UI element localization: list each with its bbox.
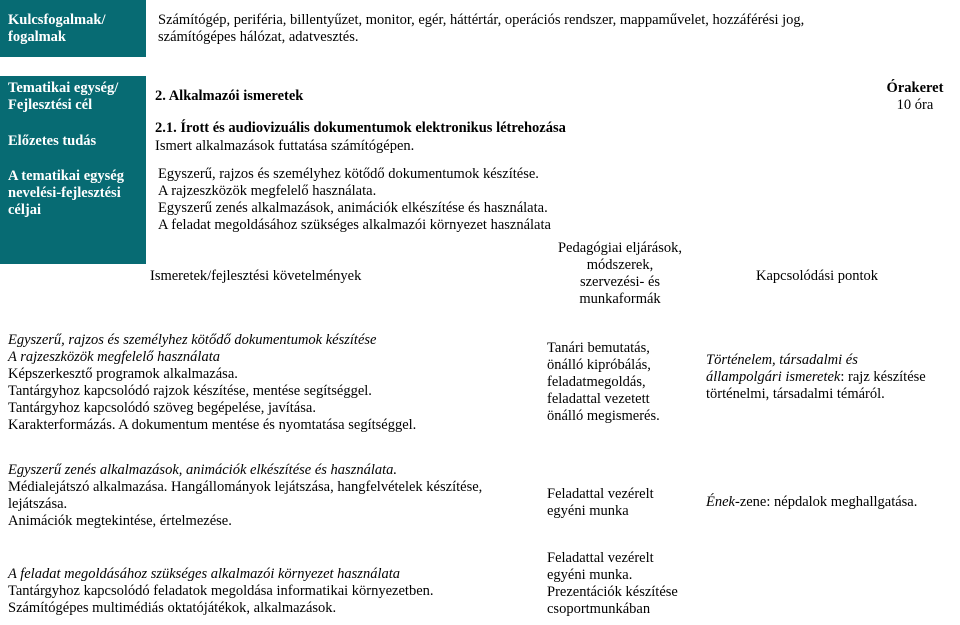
method-item: önálló megismerés. — [547, 408, 660, 424]
method-item: feladattal vezetett — [547, 391, 650, 407]
row-1-links — [706, 352, 926, 403]
knowledge-item: Tantárgyhoz kapcsolódó szöveg begépelése, javítása. — [8, 400, 316, 416]
knowledge-item: Tantárgyhoz kapcsolódó feladatok megoldása informatikai környezetben. — [8, 583, 434, 599]
method-item: csoportmunkában — [547, 601, 651, 617]
link-subject: Történelem, társadalmi és — [706, 352, 858, 368]
knowledge-item: Tantárgyhoz kapcsolódó rajzok készítése, mentése segítséggel. — [8, 383, 372, 399]
method-item: önálló kipróbálás, — [547, 357, 651, 373]
unit-subtitle: 2.1. Írott és audiovizuális dokumentumok elektronikus létrehozása — [155, 120, 566, 136]
col-header-links: Kapcsolódási pontok — [756, 268, 879, 284]
row-1-methods — [547, 340, 660, 425]
methods-header-1: Pedagógiai eljárások, — [557, 240, 682, 256]
hours-box — [872, 80, 958, 114]
link-text: zene: népdalok meghallgatása. — [739, 494, 918, 510]
goal-item: Egyszerű, rajzos és személyhez kötődő dokumentumok készítése. — [158, 166, 539, 182]
method-item: egyéni munka — [547, 503, 629, 519]
key-concepts-header — [0, 0, 146, 57]
link-subject: Ének- — [706, 494, 740, 510]
goal-item: A feladat megoldásához szükséges alkalmazói környezet használata — [158, 217, 551, 233]
hours-label: Órakeret — [886, 80, 944, 96]
prior-knowledge-label: Előzetes tudás — [8, 133, 97, 149]
link-subject: állampolgári ismeretek — [706, 369, 841, 385]
knowledge-item: Médialejátszó alkalmazása. Hangállományok lejátszása, hangfelvételek készítése, — [8, 479, 483, 495]
knowledge-item: lejátszása. — [8, 496, 68, 512]
key-concepts-label-1: Kulcsfogalmak/ — [8, 12, 106, 28]
unit-label-2: Fejlesztési cél — [8, 97, 93, 113]
prior-knowledge-text: Ismert alkalmazások futtatása számítógépen. — [155, 138, 415, 154]
knowledge-topic: Egyszerű zenés alkalmazások, animációk elkészítése és használata. — [8, 462, 398, 478]
knowledge-item: Karakterformázás. A dokumentum mentése és nyomtatása segítséggel. — [8, 417, 417, 433]
row-3-methods — [547, 550, 678, 618]
method-item: Prezentációk készítése — [547, 584, 678, 600]
link-text: történelmi, társadalmi témáról. — [706, 386, 885, 402]
methods-header-2: módszerek, — [586, 257, 654, 273]
col-header-knowledge: Ismeretek/fejlesztési követelmények — [150, 268, 362, 284]
goals-label-3: céljai — [8, 202, 42, 218]
method-item: egyéni munka. — [547, 567, 633, 583]
hours-value: 10 óra — [896, 97, 934, 113]
goals-list — [158, 166, 551, 234]
knowledge-topic: A feladat megoldásához szükséges alkalmazói környezet használata — [8, 566, 401, 582]
methods-header-4: munkaformák — [579, 291, 661, 307]
col-header-methods — [540, 240, 700, 308]
method-item: Feladattal vezérelt — [547, 550, 654, 566]
method-item: Feladattal vezérelt — [547, 486, 654, 502]
row-2-methods — [547, 486, 654, 520]
row-2-links — [706, 494, 917, 511]
unit-header — [0, 76, 146, 264]
unit-label-1: Tematikai egység/ — [8, 80, 119, 96]
link-text: : rajz készítése — [840, 369, 926, 385]
unit-title: 2. Alkalmazói ismeretek — [155, 88, 304, 104]
goal-item: A rajzeszközök megfelelő használata. — [158, 183, 377, 199]
row-2-knowledge — [8, 462, 482, 530]
knowledge-item: Számítógépes multimédiás oktatójátékok, alkalmazások. — [8, 600, 337, 616]
method-item: feladatmegoldás, — [547, 374, 646, 390]
link-line — [706, 369, 926, 386]
link-line — [706, 494, 917, 511]
goals-label-2: nevelési-fejlesztési — [8, 185, 121, 201]
key-concepts-text — [158, 12, 804, 46]
row-1-knowledge — [8, 332, 416, 434]
key-concepts-line-1: Számítógép, periféria, billentyűzet, monitor, egér, háttértár, operációs rendszer, mappaművelet, hozzáférési jog, — [158, 12, 805, 28]
knowledge-topic: A rajzeszközök megfelelő használata — [8, 349, 220, 365]
key-concepts-label-2: fogalmak — [8, 29, 66, 45]
key-concepts-line-2: számítógépes hálózat, adatvesztés. — [158, 29, 359, 45]
row-3-knowledge — [8, 566, 434, 617]
knowledge-topic: Egyszerű, rajzos és személyhez kötődő dokumentumok készítése — [8, 332, 377, 348]
goal-item: Egyszerű zenés alkalmazások, animációk elkészítése és használata. — [158, 200, 548, 216]
goals-label-1: A tematikai egység — [8, 168, 124, 184]
knowledge-item: Animációk megtekintése, értelmezése. — [8, 513, 232, 529]
knowledge-item: Képszerkesztő programok alkalmazása. — [8, 366, 238, 382]
methods-header-3: szervezési- és — [579, 274, 661, 290]
method-item: Tanári bemutatás, — [547, 340, 650, 356]
